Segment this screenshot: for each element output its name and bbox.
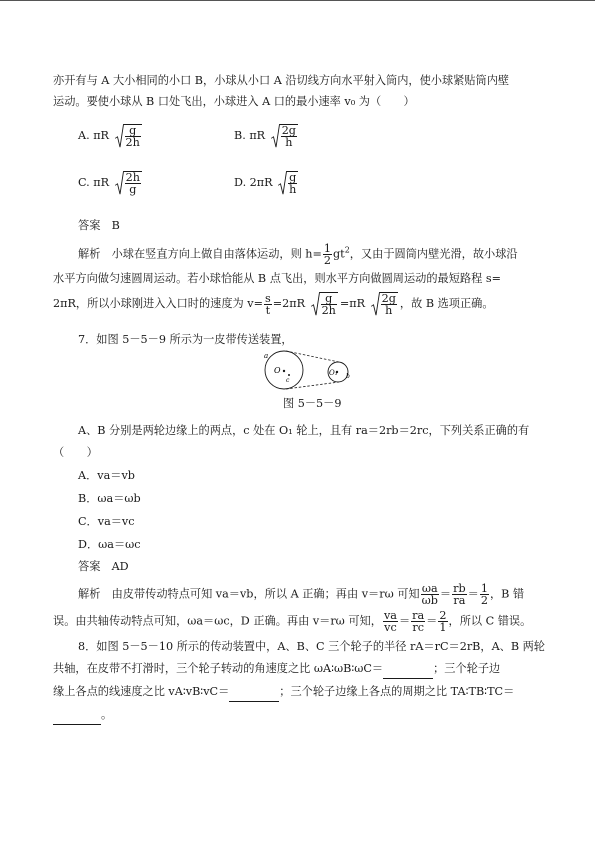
q6-option-b: [234, 124, 300, 148]
q6-explanation-line-2: 水平方向做匀速圆周运动。若小球恰能从 B 点飞出，则水平方向做圆周运动的最短路程 s=: [53, 272, 501, 285]
radical-sign-icon: [371, 292, 380, 316]
q6-explanation-line-1: 解析 小球在竖直方向上做自由落体运动，则 h= $\frac{1}{2}$ $gt^2$，又由于圆筒内壁光滑，故小球沿: [78, 242, 518, 267]
q8-stem-line-4: 。: [53, 708, 112, 725]
fraction-velocity-ratio: $\frac{va}{vc}$: [383, 609, 397, 634]
label-o: O: [274, 366, 281, 375]
q6-option-b-label: B. πR: [234, 129, 266, 142]
q7-stem: 7．如图 5－5－9 所示为一皮带传送装置，: [78, 333, 293, 346]
q7-option-a: A．va＝vb: [78, 469, 135, 482]
q7-text-line-1: A、B 分别是两轮边缘上的两点，c 处在 O₁ 轮上，且有 ra＝2rb＝2rc，下列关系正确的有: [78, 424, 530, 437]
q7-option-d: D．ωa＝ωc: [78, 538, 141, 551]
q7-explanation-line-2: 误。由共轴传动特点可知，ωa＝ωc，D 正确。再由 v＝rω 可知， $\frac{va}{vc}$ ＝ $\frac{ra}{rc}$ ＝ $\frac{2}{1}$ ，所以 C 错误。: [53, 609, 532, 634]
belt-top: [286, 351, 339, 362]
q6-explanation-line-3: 2πR，所以小球刚进入入口时的速度为 v= $\frac{s}{t}$ =2πR $\frac{g}{2h}$ =πR $\frac{2g}{h}$ ，故 B 选项正确。: [53, 291, 494, 317]
q6-answer: 答案 B: [78, 219, 120, 232]
radical-sign-icon: [115, 171, 124, 195]
page-top-rule: [0, 0, 595, 1]
answer-blank-period[interactable]: [53, 710, 101, 725]
belt-bottom: [286, 382, 339, 389]
figure-caption: 图 5－5－9: [283, 397, 342, 410]
root-2g-over-h: $\frac{2g}{h}$: [371, 292, 398, 316]
q8-stem-line-3: 缘上各点的线速度之比 vA∶vB∶vC＝ ；三个轮子边缘上各点的周期之比 TA∶TB∶TC＝: [53, 685, 514, 702]
fraction-two-over-one: $\frac{2}{1}$: [439, 609, 447, 634]
center-o-dot: [283, 370, 285, 372]
label-o1: O₁: [329, 369, 338, 377]
radical-sign-icon: [278, 171, 287, 195]
point-c-dot: [288, 374, 290, 376]
q8-stem-line-2: 共轴，在皮带不打滑时，三个轮子转动的角速度之比 ωA∶ωB∶ωC＝ ；三个轮子边: [53, 662, 500, 679]
radical-sign-icon: [311, 292, 320, 316]
q6-stem-line-2: 运动。要使小球从 B 口处飞出，小球进入 A 口的最小速率 v₀ 为（ ）: [53, 95, 415, 108]
q6-option-a-root: $\frac{g}{2h}$: [115, 124, 142, 148]
answer-blank-linear-velocity[interactable]: [229, 687, 279, 702]
q7-option-c: C．va＝vc: [78, 515, 135, 528]
q6-option-c-root: $\frac{2h}{g}$: [115, 171, 142, 195]
answer-blank-angular-velocity[interactable]: [383, 664, 433, 679]
fraction-radius-ratio: $\frac{ra}{rc}$: [412, 609, 425, 634]
q6-option-c-label: C. πR: [78, 176, 110, 189]
q6-option-c: [78, 171, 144, 195]
root-g-over-2h: $\frac{g}{2h}$: [311, 292, 338, 316]
q8-stem-line-1: 8．如图 5－5－10 所示的传动装置中，A、B、C 三个轮子的半径 rA＝rC＝2rB，A、B 两轮: [78, 640, 545, 653]
label-b: b: [346, 373, 350, 380]
label-a: a: [264, 352, 269, 360]
label-c: c: [286, 377, 290, 384]
fraction-one-half: $\frac{1}{2}$: [480, 582, 488, 607]
q6-option-b-root: $\frac{2g}{h}$: [271, 124, 298, 148]
q7-option-b: B．ωa＝ωb: [78, 492, 141, 505]
q7-explanation-line-1: 解析 由皮带传动特点可知 va＝vb，所以 A 正确；再由 v＝rω 可知 $\frac{\omega a}{\omega b}$ ＝ $\frac{rb}{ra}$ ＝ $\frac{1}{2}$ ，B 错: [78, 582, 525, 607]
fraction-s-over-t: $\frac{s}{t}$: [264, 291, 271, 317]
q7-answer: 答案 AD: [78, 560, 129, 573]
q7-text-line-2: （ ）: [53, 446, 98, 459]
q6-option-d-label: D. 2πR: [234, 176, 273, 189]
q6-option-d-root: $\frac{g}{h}$: [278, 171, 298, 195]
fraction-radius-ratio: $\frac{rb}{ra}$: [453, 582, 466, 607]
q6-option-d: [234, 171, 300, 195]
radical-sign-icon: [271, 124, 280, 148]
q6-option-a: [78, 124, 144, 148]
q6-stem-line-1: 亦开有与 A 大小相同的小口 B，小球从小口 A 沿切线方向水平射入筒内，使小球紧贴筒内壁: [53, 74, 510, 87]
radical-sign-icon: [115, 124, 124, 148]
q6-option-a-label: A. πR: [78, 129, 109, 142]
belt-drive-figure: [262, 348, 356, 392]
fraction-omega-ratio: $\frac{\omega a}{\omega b}$: [421, 582, 438, 607]
fraction-one-half: $\frac{1}{2}$: [323, 242, 332, 267]
